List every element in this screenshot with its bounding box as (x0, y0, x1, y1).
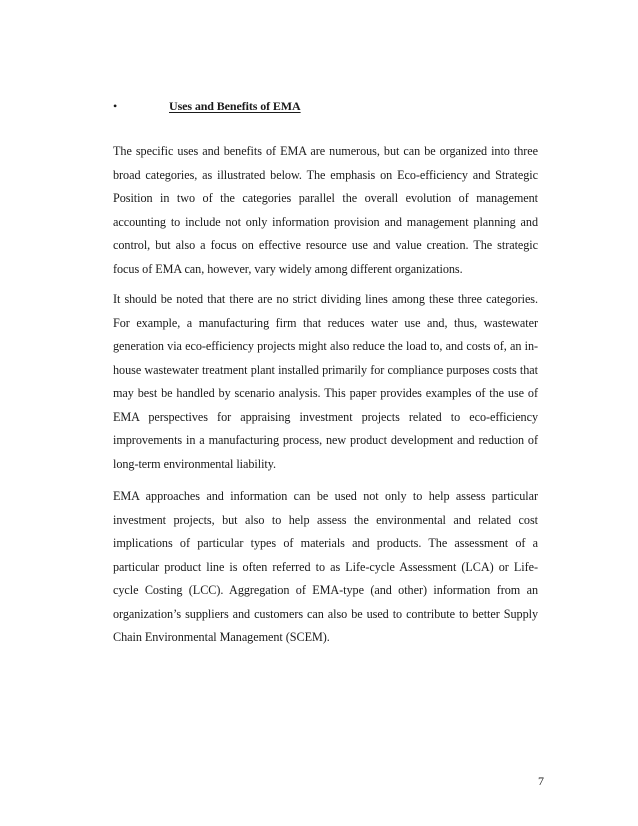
paragraph-dividing-lines: It should be noted that there are no strict dividing lines among these three categories. For example, a manufacturing firm that reduces water use and, thus, wastewater generation via eco-efficiency projects might also reduce the load to, and costs of, an in-house wastewater treatment plant installed primarily for compliance purposes costs that may best be handled by scenario analysis. This paper provides examples of the use of EMA perspectives for appraising investment projects related to eco-efficiency improvements in a manufacturing process, new product development and reduction of long-term environmental liability. (113, 292, 538, 471)
paragraph-uses-and-benefits: The specific uses and benefits of EMA are numerous, but can be organized into three broad categories, as illustrated below. The emphasis on Eco-efficiency and Strategic Position in two of the categories parallel the overall evolution of management accounting to include not only information provision and management planning and control, but also a focus on effective resource use and value creation. The strategic focus of EMA can, however, vary widely among different organizations. (113, 144, 538, 276)
section-title: Uses and Benefits of EMA (169, 99, 301, 113)
paragraph-ema-approaches: EMA approaches and information can be used not only to help assess particular investment projects, but also to help assess the environmental and related cost implications of particular types of materials and products. The assessment of a particular product line is often referred to as Life-cycle Assessment (LCA) or Life-cycle Costing (LCC). Aggregation of EMA-type (and other) information from an organization’s suppliers and customers can also be used to contribute to better Supply Chain Environmental Management (SCEM). (113, 489, 538, 644)
section-heading (113, 97, 543, 115)
page-number: 7 (538, 774, 544, 788)
bullet-point: • (113, 99, 118, 113)
